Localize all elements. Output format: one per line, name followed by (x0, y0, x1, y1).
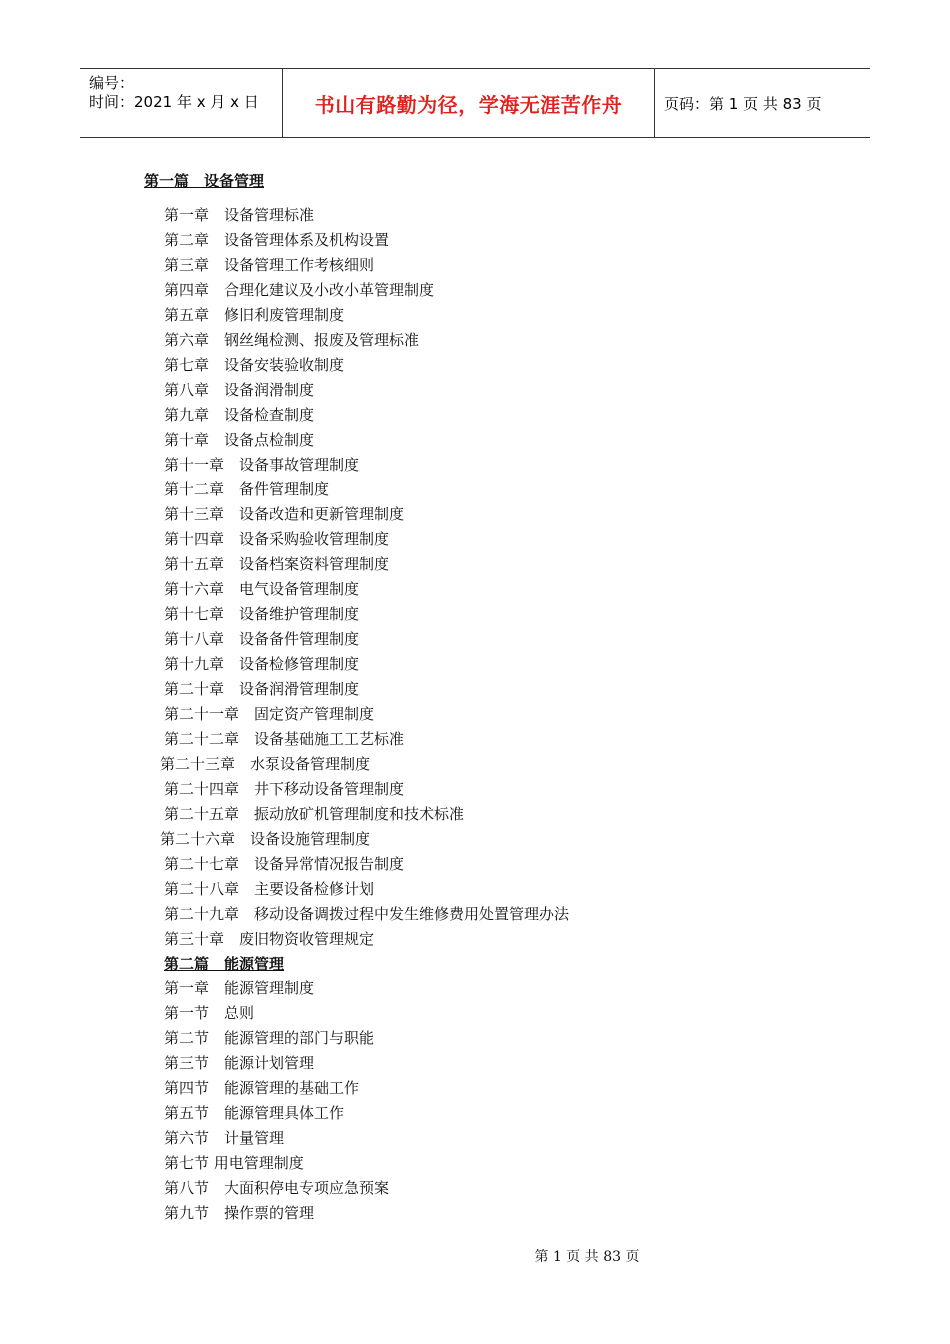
toc-item[interactable]: 第六章 钢丝绳检测、报废及管理标准 (164, 330, 420, 349)
header-meta-cell (80, 69, 283, 137)
toc-item[interactable]: 第二十三章 水泵设备管理制度 (160, 754, 371, 773)
motto-text: 书山有路勤为径，学海无涯苦作舟 (314, 92, 623, 117)
toc-item[interactable]: 第二十章 设备润滑管理制度 (164, 680, 360, 699)
toc-item[interactable]: 第五章 修旧利废管理制度 (164, 305, 345, 324)
toc-item[interactable]: 第十一章 设备事故管理制度 (164, 455, 360, 474)
toc-item[interactable]: 第二十五章 振动放矿机管理制度和技术标准 (164, 804, 465, 823)
toc-item[interactable]: 第九章 设备检查制度 (164, 405, 315, 424)
toc-item[interactable]: 第二十八章 主要设备检修计划 (164, 879, 375, 898)
toc-item[interactable]: 第二十九章 移动设备调拨过程中发生维修费用处置管理办法 (164, 904, 570, 923)
toc-item[interactable]: 第三十章 废旧物资收管理规定 (164, 929, 375, 948)
toc-item[interactable]: 第四章 合理化建议及小改小革管理制度 (164, 280, 435, 299)
document-header (80, 68, 870, 138)
toc-item[interactable]: 第一章 能源管理制度 (164, 979, 315, 998)
toc-item[interactable]: 第五节 能源管理具体工作 (164, 1104, 345, 1123)
toc-item[interactable]: 第二章 设备管理体系及机构设置 (164, 230, 390, 249)
toc-item[interactable]: 第一章 设备管理标准 (164, 206, 315, 224)
toc-item[interactable]: 第七章 设备安装验收制度 (164, 355, 345, 374)
page-footer (0, 1246, 950, 1266)
toc-item[interactable]: 第四节 能源管理的基础工作 (164, 1079, 360, 1098)
toc-item[interactable]: 第三章 设备管理工作考核细则 (164, 255, 375, 274)
toc-item[interactable]: 第十四章 设备采购验收管理制度 (164, 530, 390, 549)
toc-item[interactable]: 第二十六章 设备设施管理制度 (160, 829, 371, 848)
part-title[interactable]: 第一篇 设备管理 (144, 172, 265, 190)
document-number-label: 编号： (89, 74, 135, 92)
toc-item[interactable]: 第十五章 设备档案资料管理制度 (164, 555, 390, 574)
toc-item[interactable]: 第九节 操作票的管理 (164, 1204, 315, 1222)
toc-item[interactable]: 第二节 能源管理的部门与职能 (164, 1029, 375, 1048)
footer-page-number: 第 1 页 共 83 页 (534, 1249, 640, 1265)
toc-item[interactable]: 第十六章 电气设备管理制度 (164, 580, 360, 599)
toc-item[interactable]: 第一节 总则 (164, 1004, 255, 1023)
toc-item[interactable]: 第十三章 设备改造和更新管理制度 (164, 505, 405, 524)
toc-item[interactable]: 第二十二章 设备基础施工工艺标准 (164, 729, 405, 748)
toc-item[interactable]: 第二十四章 井下移动设备管理制度 (164, 779, 405, 798)
toc-item[interactable]: 第十二章 备件管理制度 (164, 480, 330, 499)
document-date-label: 时间：2021 年 x 月 x 日 (89, 93, 259, 111)
toc-item[interactable]: 第七节 用电管理制度 (164, 1154, 304, 1173)
header-motto-cell (283, 69, 655, 137)
toc-item[interactable]: 第八章 设备润滑制度 (164, 380, 315, 399)
part-title[interactable]: 第二篇 能源管理 (164, 954, 285, 973)
toc-item[interactable]: 第十章 设备点检制度 (164, 430, 315, 449)
header-page-cell (655, 69, 870, 137)
toc-item[interactable]: 第二十一章 固定资产管理制度 (164, 705, 375, 723)
toc-item[interactable]: 第十七章 设备维护管理制度 (164, 605, 360, 624)
toc-item[interactable]: 第二十七章 设备异常情况报告制度 (164, 854, 405, 873)
toc-item[interactable]: 第六节 计量管理 (164, 1129, 285, 1148)
toc-item[interactable]: 第十九章 设备检修管理制度 (164, 655, 360, 674)
toc-item[interactable]: 第八节 大面积停电专项应急预案 (164, 1179, 390, 1198)
header-page-info: 页码：第 1 页 共 83 页 (664, 94, 822, 113)
toc-item[interactable]: 第十八章 设备备件管理制度 (164, 630, 360, 649)
toc-item[interactable]: 第三节 能源计划管理 (164, 1054, 315, 1073)
